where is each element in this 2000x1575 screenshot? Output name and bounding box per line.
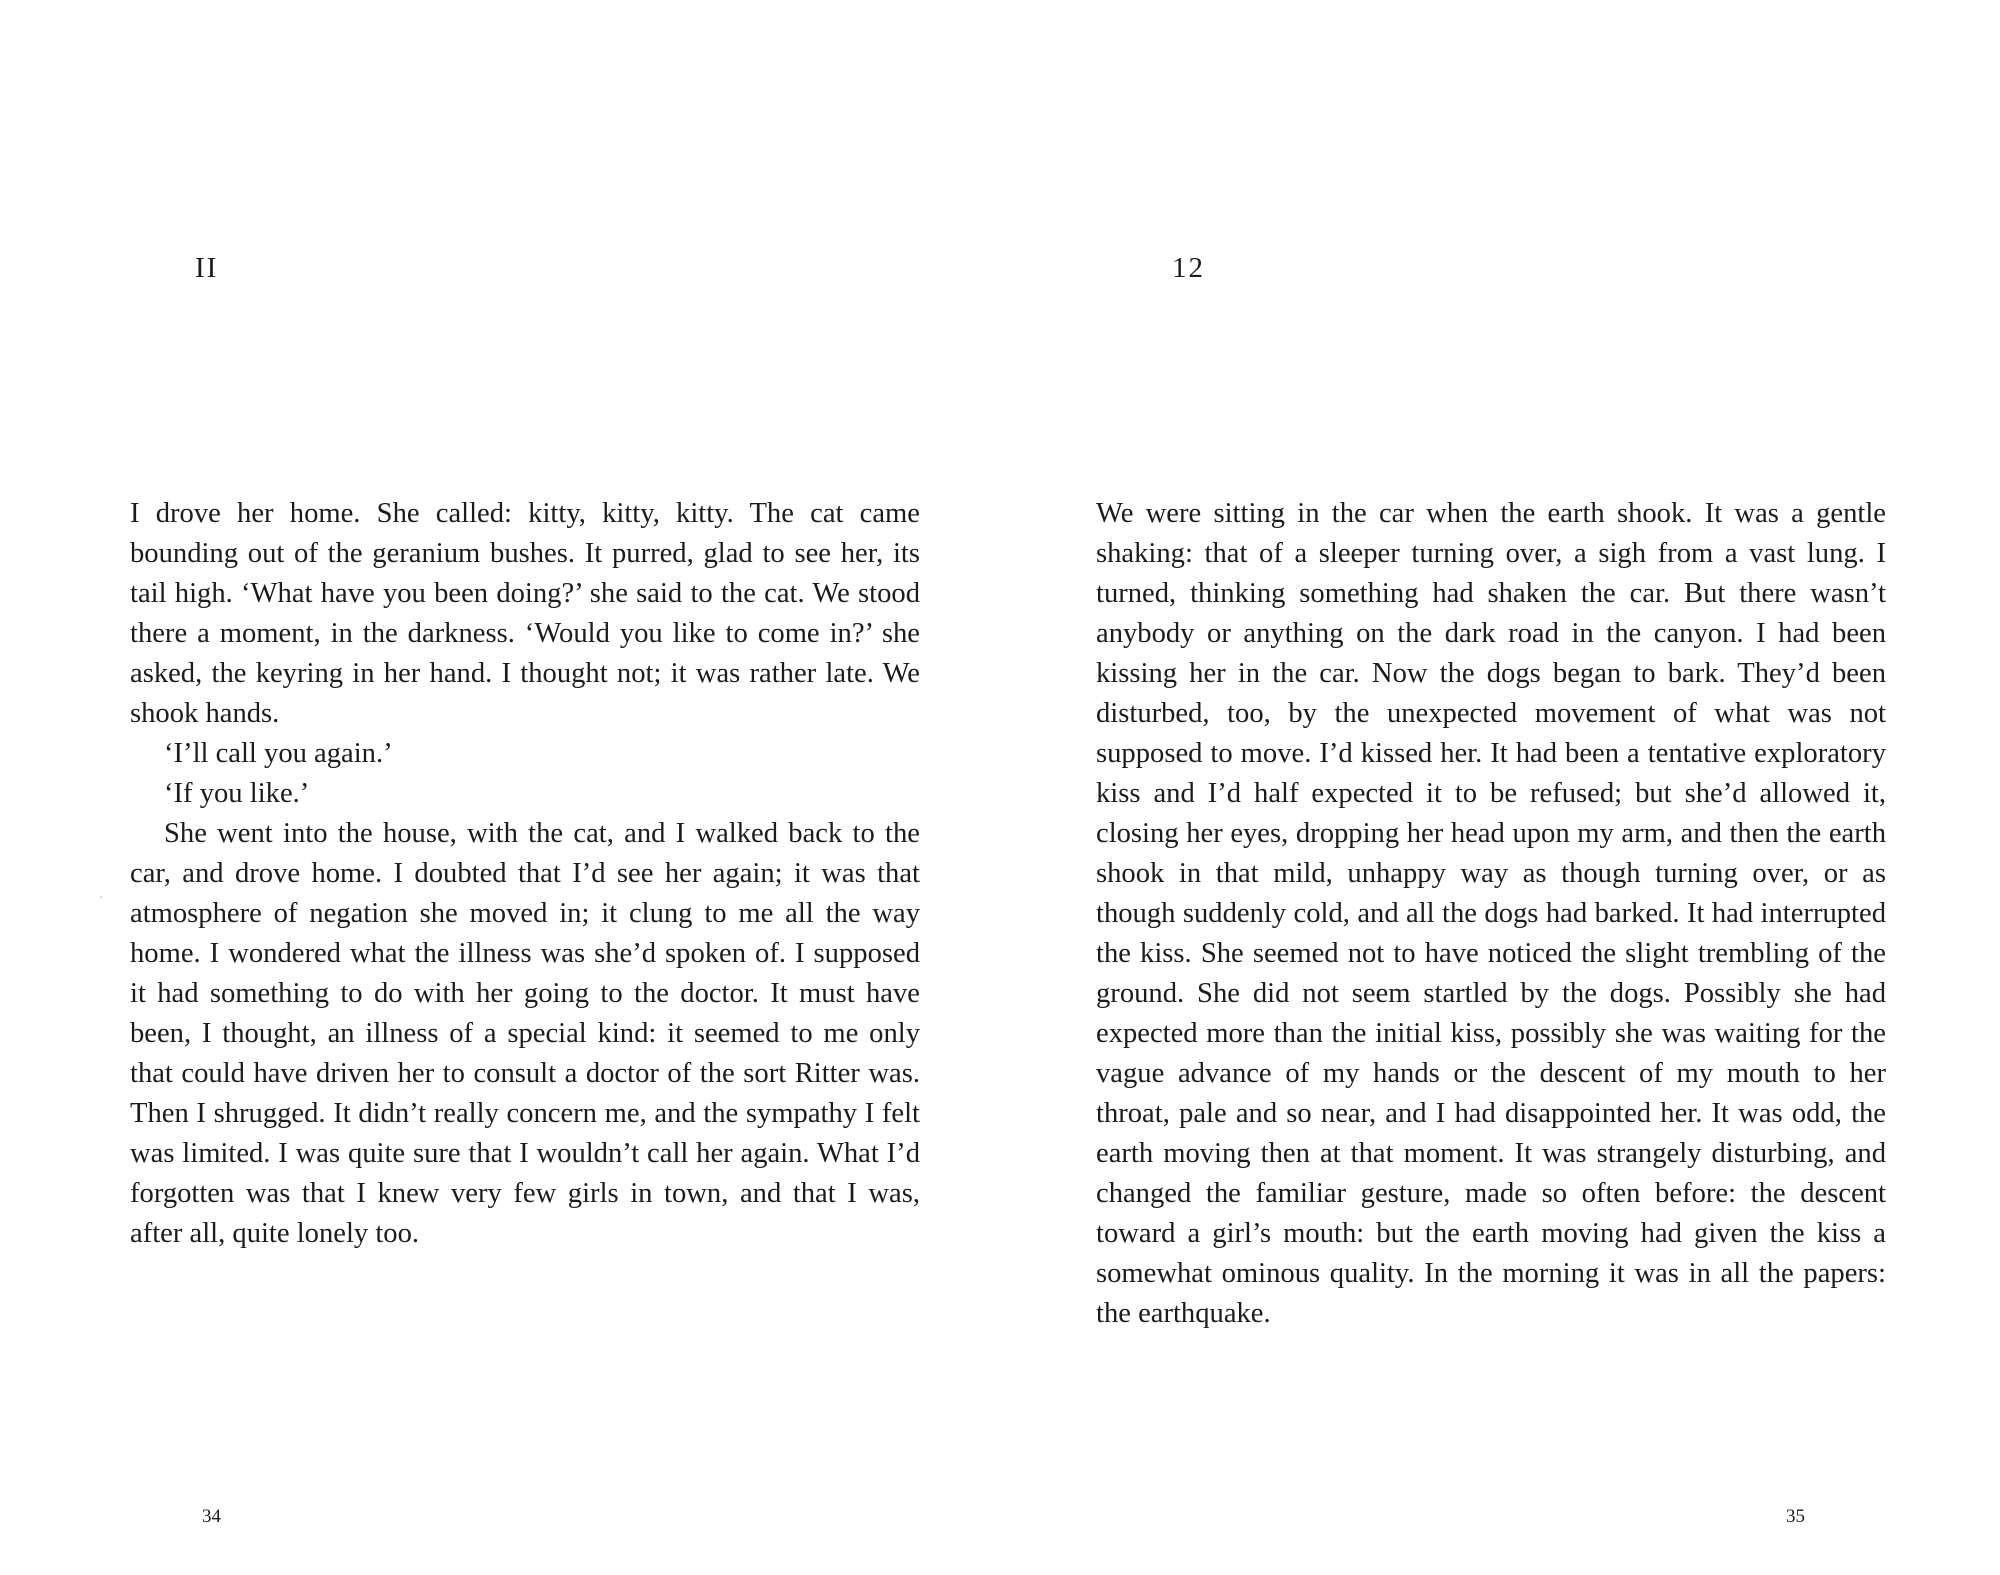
body-text: [1096, 494, 1886, 1334]
paragraph: I drove her home. She called: kitty, kitty, kitty. The cat came bounding out of the geranium bushes. It purred, glad to see her, its tail high. ‘What have you been doing?’ she said to the cat. We stood there a moment, in the darkness. ‘Would you like to come in?’ she asked, the keyring in her hand. I thought not; it was rather late. We shook hands.: [130, 498, 920, 729]
chapter-number: 12: [1172, 252, 1205, 284]
page-number: 35: [1786, 1506, 1805, 1527]
paragraph: We were sitting in the car when the earth shook. It was a gentle shaking: that of a sleeper turning over, a sigh from a vast lung. I turned, thinking something had shaken the car. But there wasn’t anybody or anything on the dark road in the canyon. I had been kissing her in the car. Now the dogs began to bark. They’d been disturbed, too, by the unexpected movement of what was not supposed to move. I’d kissed her. It had been a tentative exploratory kiss and I’d half expected it to be refused; but she’d allowed it, closing her eyes, dropping her head upon my arm, and then the earth shook in that mild, unhappy way as though turning over, or as though suddenly cold, and all the dogs had barked. It had interrupted the kiss. She seemed not to have noticed the slight trembling of the ground. She did not seem startled by the dogs. Possibly she had expected more than the initial kiss, possibly she was waiting for the vague advance of my hands or the descent of my mouth to her throat, pale and so near, and I had disappointed her. It was odd, the earth moving then at that moment. It was strangely disturbing, and changed the familiar gesture, made so often before: the descent toward a girl’s mouth: but the earth moving had given the kiss a somewhat ominous quality. In the morning it was in all the papers: the earthquake.: [1096, 498, 1886, 1329]
body-text: [130, 494, 920, 1254]
chapter-number: II: [195, 252, 219, 284]
right-page: [1000, 0, 2000, 1575]
paragraph: ‘I’ll call you again.’: [164, 738, 393, 769]
paragraph: ‘If you like.’: [164, 778, 310, 809]
paragraph: She went into the house, with the cat, and I walked back to the car, and drove home. I doubted that I’d see her again; it was that atmosphere of negation she moved in; it clung to me all the way home. I wondered what the illness was she’d spoken of. I supposed it had something to do with her going to the doctor. It must have been, I thought, an illness of a special kind: it seemed to me only that could have driven her to consult a doctor of the sort Ritter was. Then I shrugged. It didn’t really concern me, and the sympathy I felt was limited. I was quite sure that I wouldn’t call her again. What I’d forgotten was that I knew very few girls in town, and that I was, after all, quite lonely too.: [130, 818, 920, 1249]
scan-speck: [100, 896, 102, 898]
page-number: 34: [202, 1506, 221, 1527]
